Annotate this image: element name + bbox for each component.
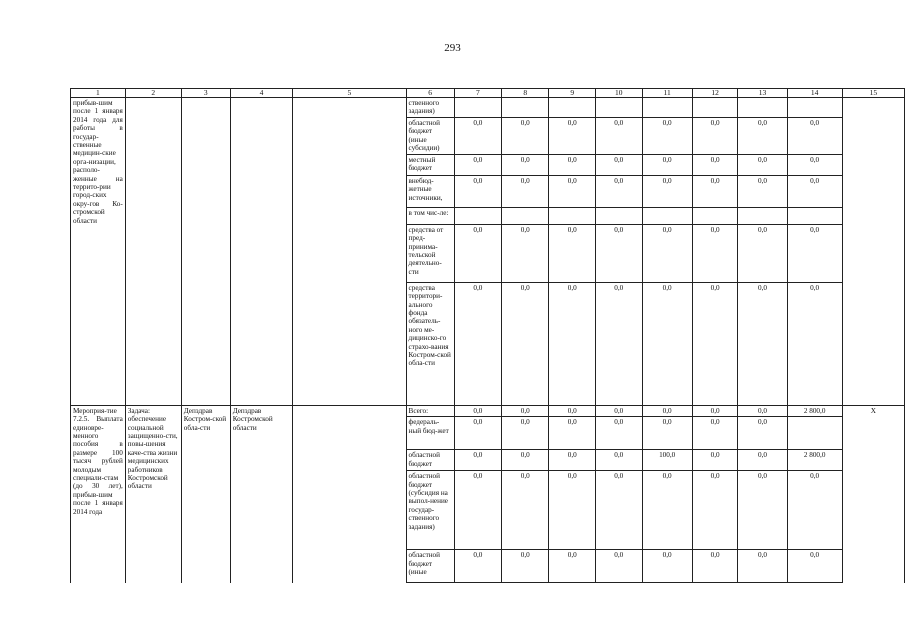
column-header: 7 — [454, 89, 501, 98]
funding-source-cell: областной бюджет (иные субсидии) — [406, 117, 454, 154]
value-cell: 0,0 — [595, 175, 642, 207]
value-cell — [738, 98, 787, 118]
value-cell: 0,0 — [738, 117, 787, 154]
value-cell: 0,0 — [595, 282, 642, 405]
value-cell: 0,0 — [642, 471, 692, 550]
value-cell: 0,0 — [502, 417, 549, 450]
value-cell: 0,0 — [787, 471, 842, 550]
value-cell: 0,0 — [692, 224, 738, 282]
value-cell: 0,0 — [454, 471, 501, 550]
value-cell: 0,0 — [738, 471, 787, 550]
funding-source-cell: средства территори-ального фонда обязатель-ного ме-дицинско-го страхо-вания Костром-ской обла-сти — [406, 282, 454, 405]
value-cell: 0,0 — [692, 471, 738, 550]
value-cell: 0,0 — [502, 175, 549, 207]
column-header: 8 — [502, 89, 549, 98]
value-cell: 0,0 — [642, 417, 692, 450]
value-cell: 0,0 — [549, 224, 596, 282]
table-row — [71, 405, 905, 416]
value-cell: 0,0 — [502, 405, 549, 416]
value-cell: 0,0 — [738, 175, 787, 207]
value-cell — [502, 207, 549, 224]
value-cell: 0,0 — [692, 175, 738, 207]
funding-source-cell: федераль-ный бюд-жет — [406, 417, 454, 450]
executor-cell — [181, 98, 230, 406]
value-cell: 0,0 — [549, 117, 596, 154]
value-cell: 0,0 — [595, 471, 642, 550]
value-cell — [549, 207, 596, 224]
column-header: 5 — [293, 89, 406, 98]
value-cell: 0,0 — [595, 550, 642, 583]
value-cell: 0,0 — [454, 282, 501, 405]
column-header: 6 — [406, 89, 454, 98]
column-header: 9 — [549, 89, 596, 98]
result-cell — [842, 98, 904, 406]
value-cell — [692, 98, 738, 118]
value-cell: 0,0 — [595, 224, 642, 282]
value-cell: 0,0 — [595, 154, 642, 175]
funding-source-cell: Всего: — [406, 405, 454, 416]
value-cell: 0,0 — [549, 550, 596, 583]
coexecutor-cell: Депздрав Костромской области — [230, 405, 293, 582]
value-cell: 0,0 — [787, 117, 842, 154]
value-cell: 0,0 — [502, 550, 549, 583]
result-cell: X — [842, 405, 904, 582]
activity-description-cell: Мероприя-тие 7.2.5. Выплата единовре-менного пособия в размере 100 тысяч рублей молодым специали-стам (до 30 лет), прибыв-шим после 1 января 2014 года — [71, 405, 126, 582]
table-row — [71, 98, 905, 118]
value-cell: 0,0 — [738, 405, 787, 416]
value-cell: 0,0 — [454, 224, 501, 282]
value-cell: 0,0 — [787, 282, 842, 405]
column-header: 12 — [692, 89, 738, 98]
coexecutor-cell — [230, 98, 293, 406]
value-cell: 0,0 — [454, 154, 501, 175]
value-cell: 0,0 — [454, 417, 501, 450]
funding-source-cell: средства от пред-принима-тельской деятельно-сти — [406, 224, 454, 282]
funding-source-cell: в том чис-ле: — [406, 207, 454, 224]
value-cell: 0,0 — [454, 550, 501, 583]
column-header: 15 — [842, 89, 904, 98]
value-cell: 0,0 — [502, 224, 549, 282]
value-cell: 2 800,0 — [787, 405, 842, 416]
value-cell: 0,0 — [454, 405, 501, 416]
value-cell: 0,0 — [642, 117, 692, 154]
value-cell: 0,0 — [502, 117, 549, 154]
value-cell: 100,0 — [642, 450, 692, 471]
value-cell: 0,0 — [692, 117, 738, 154]
value-cell: 0,0 — [595, 117, 642, 154]
funding-source-cell: внебюд-жетные источники, — [406, 175, 454, 207]
value-cell — [787, 207, 842, 224]
activity-description-cell: прибыв-шим после 1 января 2014 года для работы в государ-ственные медицин-ские орга-низации, располо-женные на террито-рии город-ских окру-гов Ко-стромской области — [71, 98, 126, 406]
value-cell — [595, 207, 642, 224]
value-cell — [595, 98, 642, 118]
value-cell: 0,0 — [642, 550, 692, 583]
value-cell: 0,0 — [549, 154, 596, 175]
value-cell: 0,0 — [692, 417, 738, 450]
value-cell: 0,0 — [738, 224, 787, 282]
value-cell: 2 800,0 — [787, 450, 842, 471]
objective-cell: Задача: обеспечение социальной защищенно-сти, повы-шения каче-ства жизни медицинских работников Костромской области — [125, 405, 181, 582]
budget-table — [70, 88, 905, 583]
column-header: 1 — [71, 89, 126, 98]
value-cell: 0,0 — [454, 175, 501, 207]
value-cell: 0,0 — [642, 405, 692, 416]
value-cell: 0,0 — [642, 224, 692, 282]
value-cell: 0,0 — [595, 450, 642, 471]
funding-source-cell: местный бюджет — [406, 154, 454, 175]
value-cell: 0,0 — [738, 417, 787, 450]
value-cell — [454, 207, 501, 224]
objective-cell — [125, 98, 181, 406]
column-header: 2 — [125, 89, 181, 98]
value-cell: 0,0 — [738, 450, 787, 471]
value-cell — [692, 207, 738, 224]
value-cell: 0,0 — [595, 405, 642, 416]
value-cell: 0,0 — [787, 154, 842, 175]
value-cell: 0,0 — [642, 282, 692, 405]
funding-source-cell: областной бюджет (иные — [406, 550, 454, 583]
empty-cell — [293, 98, 406, 406]
value-cell: 0,0 — [738, 550, 787, 583]
value-cell: 0,0 — [502, 450, 549, 471]
value-cell: 0,0 — [692, 405, 738, 416]
funding-source-cell: областной бюджет (субсидия на выпол-нение государ-ственного задания) — [406, 471, 454, 550]
value-cell: 0,0 — [692, 550, 738, 583]
value-cell: 0,0 — [642, 175, 692, 207]
value-cell: 0,0 — [549, 450, 596, 471]
value-cell: 0,0 — [502, 282, 549, 405]
value-cell: 0,0 — [454, 117, 501, 154]
page-number: 293 — [444, 42, 461, 54]
value-cell — [642, 98, 692, 118]
column-number-row — [71, 89, 905, 98]
value-cell: 0,0 — [454, 450, 501, 471]
value-cell — [454, 98, 501, 118]
funding-source-cell: ственного задания) — [406, 98, 454, 118]
value-cell: 0,0 — [692, 282, 738, 405]
value-cell — [738, 207, 787, 224]
column-header: 14 — [787, 89, 842, 98]
value-cell: 0,0 — [549, 405, 596, 416]
value-cell — [549, 98, 596, 118]
value-cell: 0,0 — [787, 175, 842, 207]
value-cell: 0,0 — [738, 282, 787, 405]
value-cell: 0,0 — [549, 175, 596, 207]
column-header: 11 — [642, 89, 692, 98]
value-cell: 0,0 — [549, 417, 596, 450]
value-cell: 0,0 — [502, 154, 549, 175]
value-cell: 0,0 — [692, 450, 738, 471]
value-cell — [787, 417, 842, 450]
value-cell: 0,0 — [595, 417, 642, 450]
value-cell: 0,0 — [502, 471, 549, 550]
value-cell: 0,0 — [787, 224, 842, 282]
value-cell: 0,0 — [738, 154, 787, 175]
funding-source-cell: областной бюджет — [406, 450, 454, 471]
column-header: 10 — [595, 89, 642, 98]
column-header: 3 — [181, 89, 230, 98]
value-cell — [787, 98, 842, 118]
value-cell: 0,0 — [549, 282, 596, 405]
column-header: 13 — [738, 89, 787, 98]
value-cell: 0,0 — [642, 154, 692, 175]
value-cell — [642, 207, 692, 224]
executor-cell: Депздрав Костром-ской обла-сти — [181, 405, 230, 582]
value-cell: 0,0 — [787, 550, 842, 583]
value-cell: 0,0 — [549, 471, 596, 550]
value-cell — [502, 98, 549, 118]
value-cell: 0,0 — [692, 154, 738, 175]
column-header: 4 — [230, 89, 293, 98]
empty-cell — [293, 405, 406, 582]
